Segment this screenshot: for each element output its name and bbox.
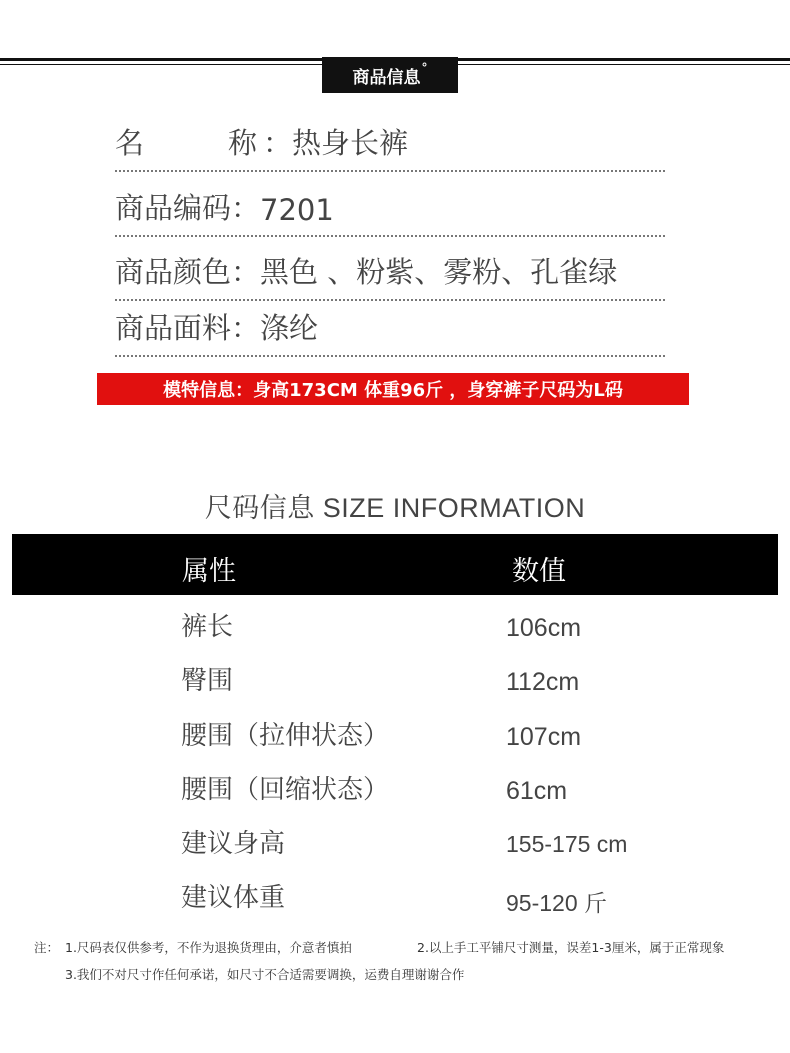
name-label: [115, 121, 263, 162]
info-row-fabric: [115, 311, 665, 357]
row-attribute: 腰围（拉伸状态）: [181, 721, 390, 751]
size-table-header: [12, 534, 778, 595]
row-attribute: 臀围: [181, 666, 234, 696]
info-row-name: [115, 126, 665, 172]
row-value: 106cm: [506, 614, 582, 642]
name-label-char-2: 称: [227, 126, 257, 160]
info-row-colors: [115, 255, 665, 301]
name-separator: ：: [263, 126, 293, 160]
name-value: 热身长裤: [292, 126, 409, 160]
section-title: 商品信息: [352, 67, 421, 88]
header-value: 数值: [512, 556, 566, 587]
row-attribute: 建议身高: [181, 829, 286, 859]
section-title-badge: [322, 57, 458, 93]
row-value: 61cm: [506, 777, 568, 805]
name-label-char-1: 名: [115, 126, 145, 160]
row-value: 95-120 斤: [506, 890, 608, 916]
note-item-1: 1.尺码表仅供参考，不作为退换货理由，介意者慎拍: [65, 940, 352, 955]
code-value: 7201: [260, 193, 334, 227]
info-row-code: [115, 191, 665, 237]
row-attribute: 建议体重: [181, 883, 286, 913]
colors-value: 黑色 、粉紫、雾粉、孔雀绿: [260, 255, 618, 289]
model-info-banner: [97, 373, 689, 405]
code-label: 商品编码：: [115, 191, 261, 225]
row-attribute: 腰围（回缩状态）: [181, 775, 390, 805]
fabric-value: 涤纶: [260, 311, 319, 345]
row-attribute: 裤长: [181, 612, 234, 642]
size-section-title: 尺码信息 SIZE INFORMATION: [204, 493, 586, 523]
note-item-2: 2.以上手工平铺尺寸测量，误差1-3厘米，属于正常现象: [417, 940, 725, 955]
row-value: 107cm: [506, 723, 582, 751]
fabric-label: 商品面料：: [115, 311, 261, 345]
title-degree-mark: °: [421, 61, 428, 75]
row-value: 112cm: [506, 668, 580, 696]
row-value: 155-175 cm: [506, 831, 628, 857]
note-item-3: 3.我们不对尺寸作任何承诺，如尺寸不合适需要调换，运费自理谢谢合作: [65, 967, 465, 982]
colors-label: 商品颜色：: [115, 255, 261, 289]
model-info-text: 模特信息：身高173CM 体重96斤 ，身穿裤子尺码为L码: [163, 380, 623, 401]
notes-prefix: 注：: [34, 940, 60, 955]
header-attribute: 属性: [182, 556, 236, 587]
